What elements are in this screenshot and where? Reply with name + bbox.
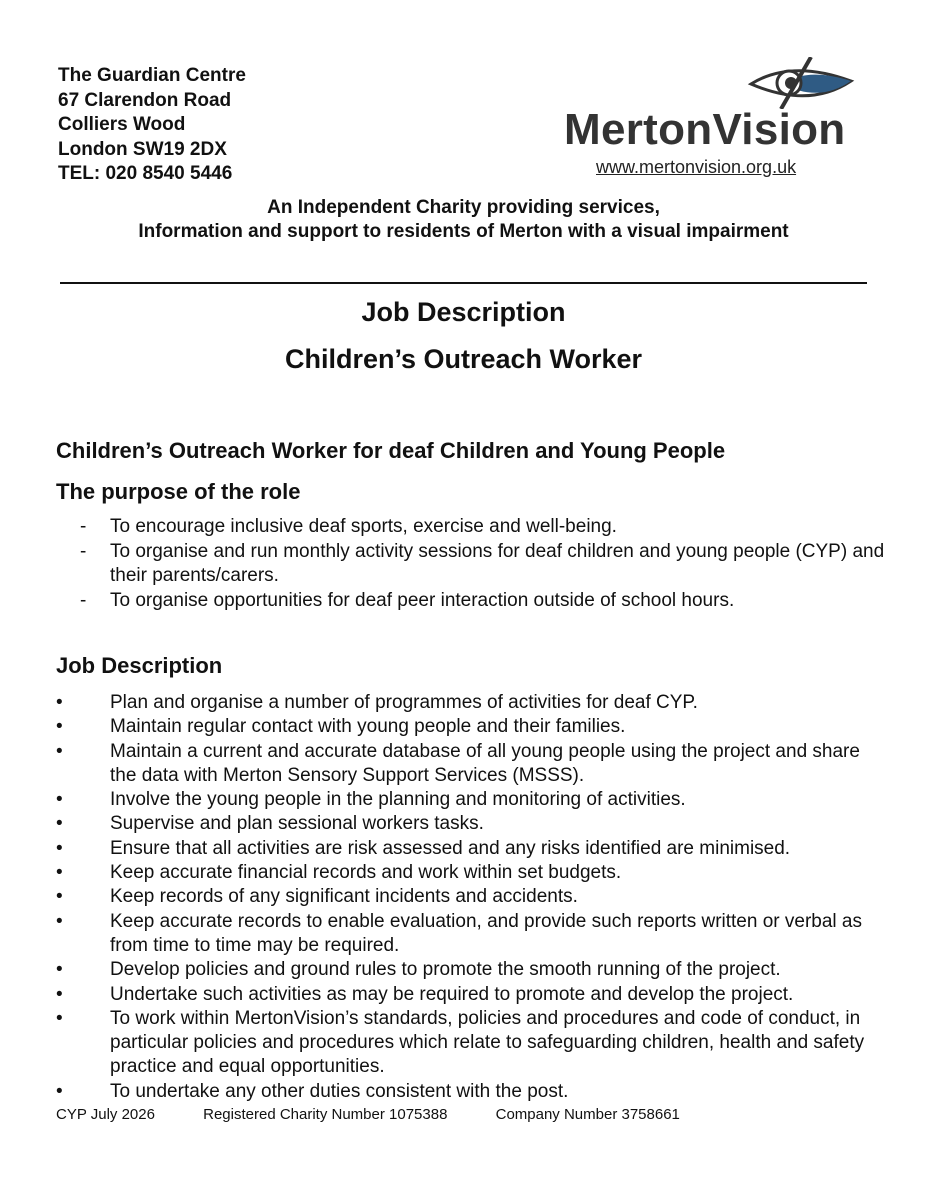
- list-item: [56, 740, 886, 789]
- document-reference: CYP July 2026: [56, 1106, 155, 1123]
- address-line: The Guardian Centre: [58, 65, 246, 86]
- bullet-marker: •: [56, 886, 63, 908]
- address-line: Colliers Wood: [58, 114, 186, 136]
- list-item-text: Keep accurate financial records and work within set budgets.: [110, 862, 622, 884]
- eye-logo-icon: [747, 57, 857, 109]
- address-line: London SW19 2DX: [58, 138, 227, 160]
- list-item-text: Supervise and plan sessional workers tasks.: [110, 813, 484, 835]
- bullet-marker: •: [56, 983, 63, 1005]
- bullet-marker: •: [56, 837, 63, 859]
- list-item-text: Plan and organise a number of programmes of activities for deaf CYP.: [110, 692, 698, 713]
- role-subtitle: Children’s Outreach Worker for deaf Children and Young People: [56, 438, 726, 463]
- list-item-text: Maintain a current and accurate database of all young people using the project and share the data with Merton Sensory Support Services (MSSS).: [110, 740, 860, 786]
- bullet-marker: •: [56, 716, 63, 738]
- list-item: [56, 691, 886, 715]
- bullet-marker: •: [56, 910, 63, 932]
- logo-wordmark: MertonVision: [564, 105, 846, 154]
- list-item-text: To encourage inclusive deaf sports, exercise and well-being.: [110, 516, 617, 537]
- job-description-heading: Job Description: [56, 653, 223, 678]
- list-item: [56, 910, 886, 959]
- address-line: 67 Clarendon Road: [58, 89, 232, 111]
- list-item: [56, 861, 886, 885]
- dash-marker: -: [80, 589, 87, 611]
- job-title: Children’s Outreach Worker: [284, 344, 643, 374]
- dash-marker: -: [80, 540, 87, 562]
- list-item: [56, 983, 886, 1007]
- list-item: [56, 715, 886, 739]
- list-item: [80, 589, 890, 614]
- list-item: [80, 515, 890, 540]
- bullet-marker: •: [56, 862, 63, 884]
- list-item: [56, 958, 886, 982]
- list-item-text: Keep records of any significant incidents and accidents.: [110, 886, 578, 908]
- list-item-text: Involve the young people in the planning and monitoring of activities.: [110, 789, 686, 811]
- tagline: [0, 196, 927, 244]
- bullet-marker: •: [56, 813, 63, 835]
- list-item-text: To undertake any other duties consistent with the post.: [110, 1080, 569, 1102]
- mertonvision-logo: [562, 55, 872, 185]
- charity-number: Registered Charity Number 1075388: [203, 1106, 448, 1123]
- purpose-list: [80, 515, 890, 613]
- purpose-heading: The purpose of the role: [56, 479, 301, 504]
- bullet-marker: •: [56, 692, 63, 713]
- tagline-line: An Independent Charity providing services,: [267, 197, 660, 218]
- list-item-text: Maintain regular contact with young people and their families.: [110, 716, 626, 738]
- website-link[interactable]: www.mertonvision.org.uk: [596, 157, 797, 177]
- bullet-marker: •: [56, 740, 63, 762]
- page-footer: [56, 1106, 724, 1123]
- bullet-marker: •: [56, 1080, 63, 1102]
- list-item-text: To organise opportunities for deaf peer interaction outside of school hours.: [110, 589, 735, 611]
- dash-marker: -: [80, 516, 87, 537]
- page-title: Job Description: [361, 297, 566, 327]
- list-item-text: To organise and run monthly activity sessions for deaf children and young people (CYP) and their parents/carers.: [110, 540, 885, 586]
- list-item: [56, 885, 886, 909]
- duties-list: [56, 691, 886, 1104]
- address-block: [58, 64, 246, 187]
- list-item-text: Undertake such activities as may be required to promote and develop the project.: [110, 983, 794, 1005]
- header-divider: [60, 282, 867, 284]
- bullet-marker: •: [56, 959, 63, 981]
- list-item: [56, 788, 886, 812]
- list-item: [56, 1080, 886, 1104]
- list-item: [56, 812, 886, 836]
- bullet-marker: •: [56, 789, 63, 811]
- bullet-marker: •: [56, 1007, 63, 1029]
- list-item: [56, 837, 886, 861]
- company-number: Company Number 3758661: [495, 1106, 680, 1123]
- tagline-line: Information and support to residents of Merton with a visual impairment: [138, 221, 789, 242]
- list-item-text: Ensure that all activities are risk assessed and any risks identified are minimised.: [110, 837, 791, 859]
- list-item: [56, 1007, 886, 1080]
- telephone: TEL: 020 8540 5446: [58, 163, 233, 185]
- list-item-text: Develop policies and ground rules to promote the smooth running of the project.: [110, 959, 781, 981]
- list-item-text: Keep accurate records to enable evaluation, and provide such reports written or verbal as from time to time may be required.: [110, 910, 862, 956]
- list-item: [80, 540, 890, 589]
- list-item-text: To work within MertonVision’s standards, policies and procedures and code of conduct, in particular policies and procedures which relate to safeguarding children, health and safety practice and equal opportunities.: [110, 1007, 865, 1078]
